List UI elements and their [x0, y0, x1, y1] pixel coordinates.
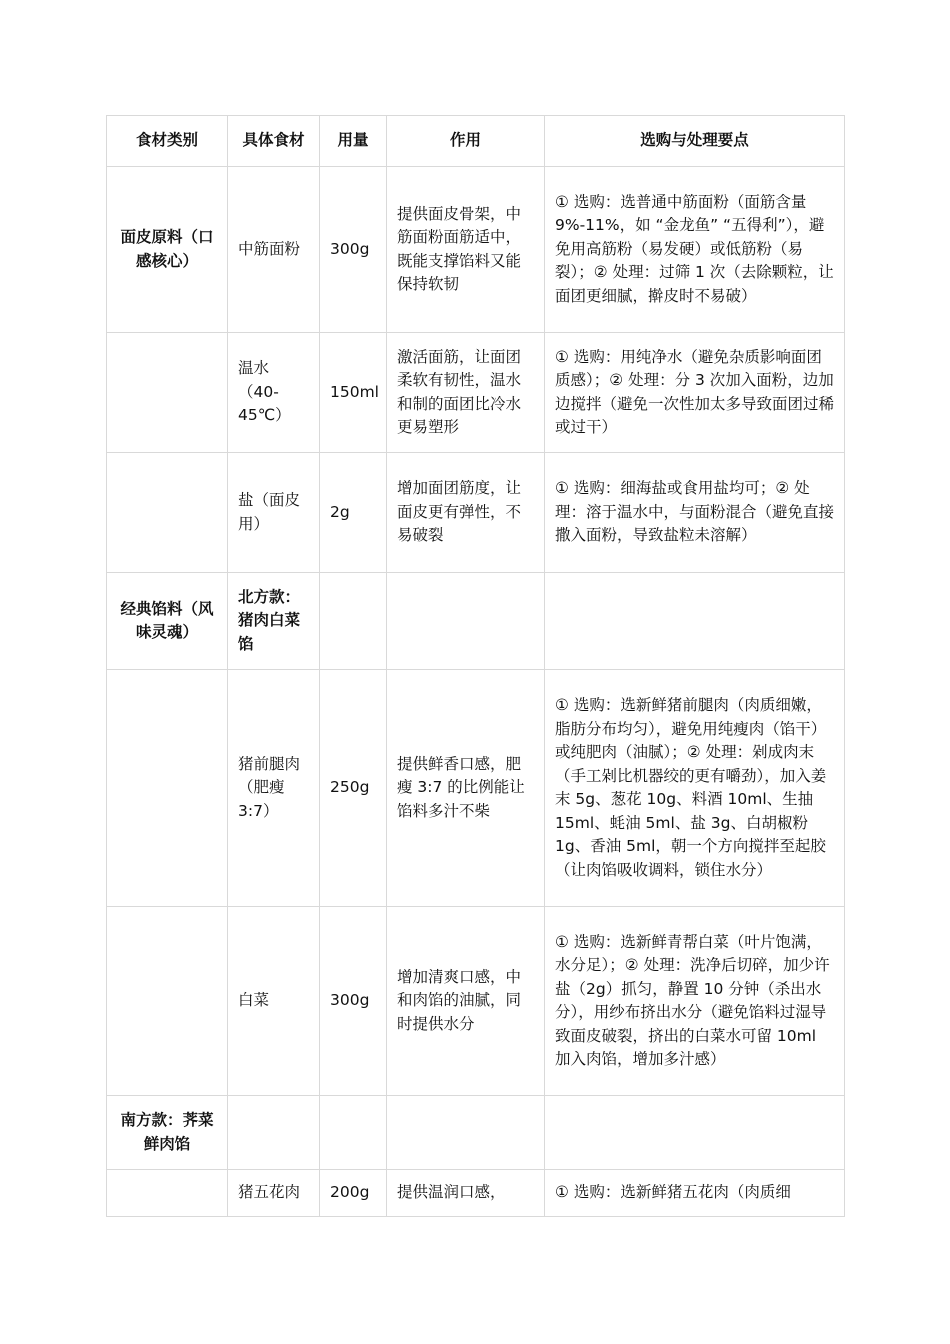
notes-cell	[545, 1096, 845, 1170]
notes-cell: ① 选购：选新鲜猪五花肉（肉质细	[545, 1170, 845, 1217]
column-header: 用量	[320, 116, 387, 167]
category-cell	[107, 1170, 228, 1217]
column-header: 食材类别	[107, 116, 228, 167]
ingredient-cell: 北方款：猪肉白菜馅	[228, 573, 320, 670]
table-row	[107, 333, 845, 453]
ingredient-cell	[228, 1096, 320, 1170]
table-row	[107, 1096, 845, 1170]
amount-cell: 300g	[320, 907, 387, 1096]
column-header: 作用	[387, 116, 545, 167]
amount-cell	[320, 573, 387, 670]
category-cell: 经典馅料（风味灵魂）	[107, 573, 228, 670]
amount-cell: 2g	[320, 453, 387, 573]
category-cell: 面皮原料（口感核心）	[107, 167, 228, 333]
ingredient-cell: 温水（40-45℃）	[228, 333, 320, 453]
amount-cell: 300g	[320, 167, 387, 333]
table-row	[107, 670, 845, 907]
notes-cell: ① 选购：选普通中筋面粉（面筋含量 9%-11%，如 “金龙鱼” “五得利”），避免用高筋粉（易发硬）或低筋粉（易裂）；② 处理：过筛 1 次（去除颗粒，让面团更细腻，擀皮时不易破）	[545, 167, 845, 333]
category-cell: 南方款：荠菜鲜肉馅	[107, 1096, 228, 1170]
ingredient-cell: 白菜	[228, 907, 320, 1096]
purpose-cell	[387, 573, 545, 670]
amount-cell: 250g	[320, 670, 387, 907]
purpose-cell: 提供面皮骨架，中筋面粉面筋适中，既能支撑馅料又能保持软韧	[387, 167, 545, 333]
table-row	[107, 907, 845, 1096]
category-cell	[107, 907, 228, 1096]
table-row	[107, 167, 845, 333]
purpose-cell: 激活面筋，让面团柔软有韧性，温水和制的面团比冷水更易塑形	[387, 333, 545, 453]
ingredient-cell: 盐（面皮用）	[228, 453, 320, 573]
table-row	[107, 453, 845, 573]
table-row	[107, 573, 845, 670]
ingredient-cell: 猪五花肉	[228, 1170, 320, 1217]
category-cell	[107, 453, 228, 573]
purpose-cell	[387, 1096, 545, 1170]
amount-cell: 150ml	[320, 333, 387, 453]
column-header: 具体食材	[228, 116, 320, 167]
amount-cell: 200g	[320, 1170, 387, 1217]
category-cell	[107, 333, 228, 453]
table-header-row	[107, 116, 845, 167]
notes-cell: ① 选购：用纯净水（避免杂质影响面团质感）；② 处理：分 3 次加入面粉，边加边搅拌（避免一次性加太多导致面团过稀或过干）	[545, 333, 845, 453]
ingredient-cell: 中筋面粉	[228, 167, 320, 333]
table-row	[107, 1170, 845, 1217]
notes-cell: ① 选购：细海盐或食用盐均可；② 处理：溶于温水中，与面粉混合（避免直接撒入面粉，导致盐粒未溶解）	[545, 453, 845, 573]
category-cell	[107, 670, 228, 907]
purpose-cell: 提供温润口感，	[387, 1170, 545, 1217]
column-header: 选购与处理要点	[545, 116, 845, 167]
purpose-cell: 提供鲜香口感，肥瘦 3:7 的比例能让馅料多汁不柴	[387, 670, 545, 907]
ingredient-cell: 猪前腿肉（肥瘦 3:7）	[228, 670, 320, 907]
notes-cell: ① 选购：选新鲜猪前腿肉（肉质细嫩，脂肪分布均匀），避免用纯瘦肉（馅干）或纯肥肉（油腻）；② 处理：剁成肉末（手工剁比机器绞的更有嚼劲），加入姜末 5g、葱花 10g、料酒 10ml、生抽 15ml、蚝油 5ml、盐 3g、白胡椒粉 1g、香油 5ml，朝一个方向搅拌至起胶（让肉馅吸收调料，锁住水分）	[545, 670, 845, 907]
purpose-cell: 增加面团筋度，让面皮更有弹性，不易破裂	[387, 453, 545, 573]
notes-cell: ① 选购：选新鲜青帮白菜（叶片饱满，水分足）；② 处理：洗净后切碎，加少许盐（2g）抓匀，静置 10 分钟（杀出水分），用纱布挤出水分（避免馅料过湿导致面皮破裂，挤出的白菜水可留 10ml 加入肉馅，增加多汁感）	[545, 907, 845, 1096]
notes-cell	[545, 573, 845, 670]
amount-cell	[320, 1096, 387, 1170]
purpose-cell: 增加清爽口感，中和肉馅的油腻，同时提供水分	[387, 907, 545, 1096]
ingredient-table	[106, 115, 845, 1217]
